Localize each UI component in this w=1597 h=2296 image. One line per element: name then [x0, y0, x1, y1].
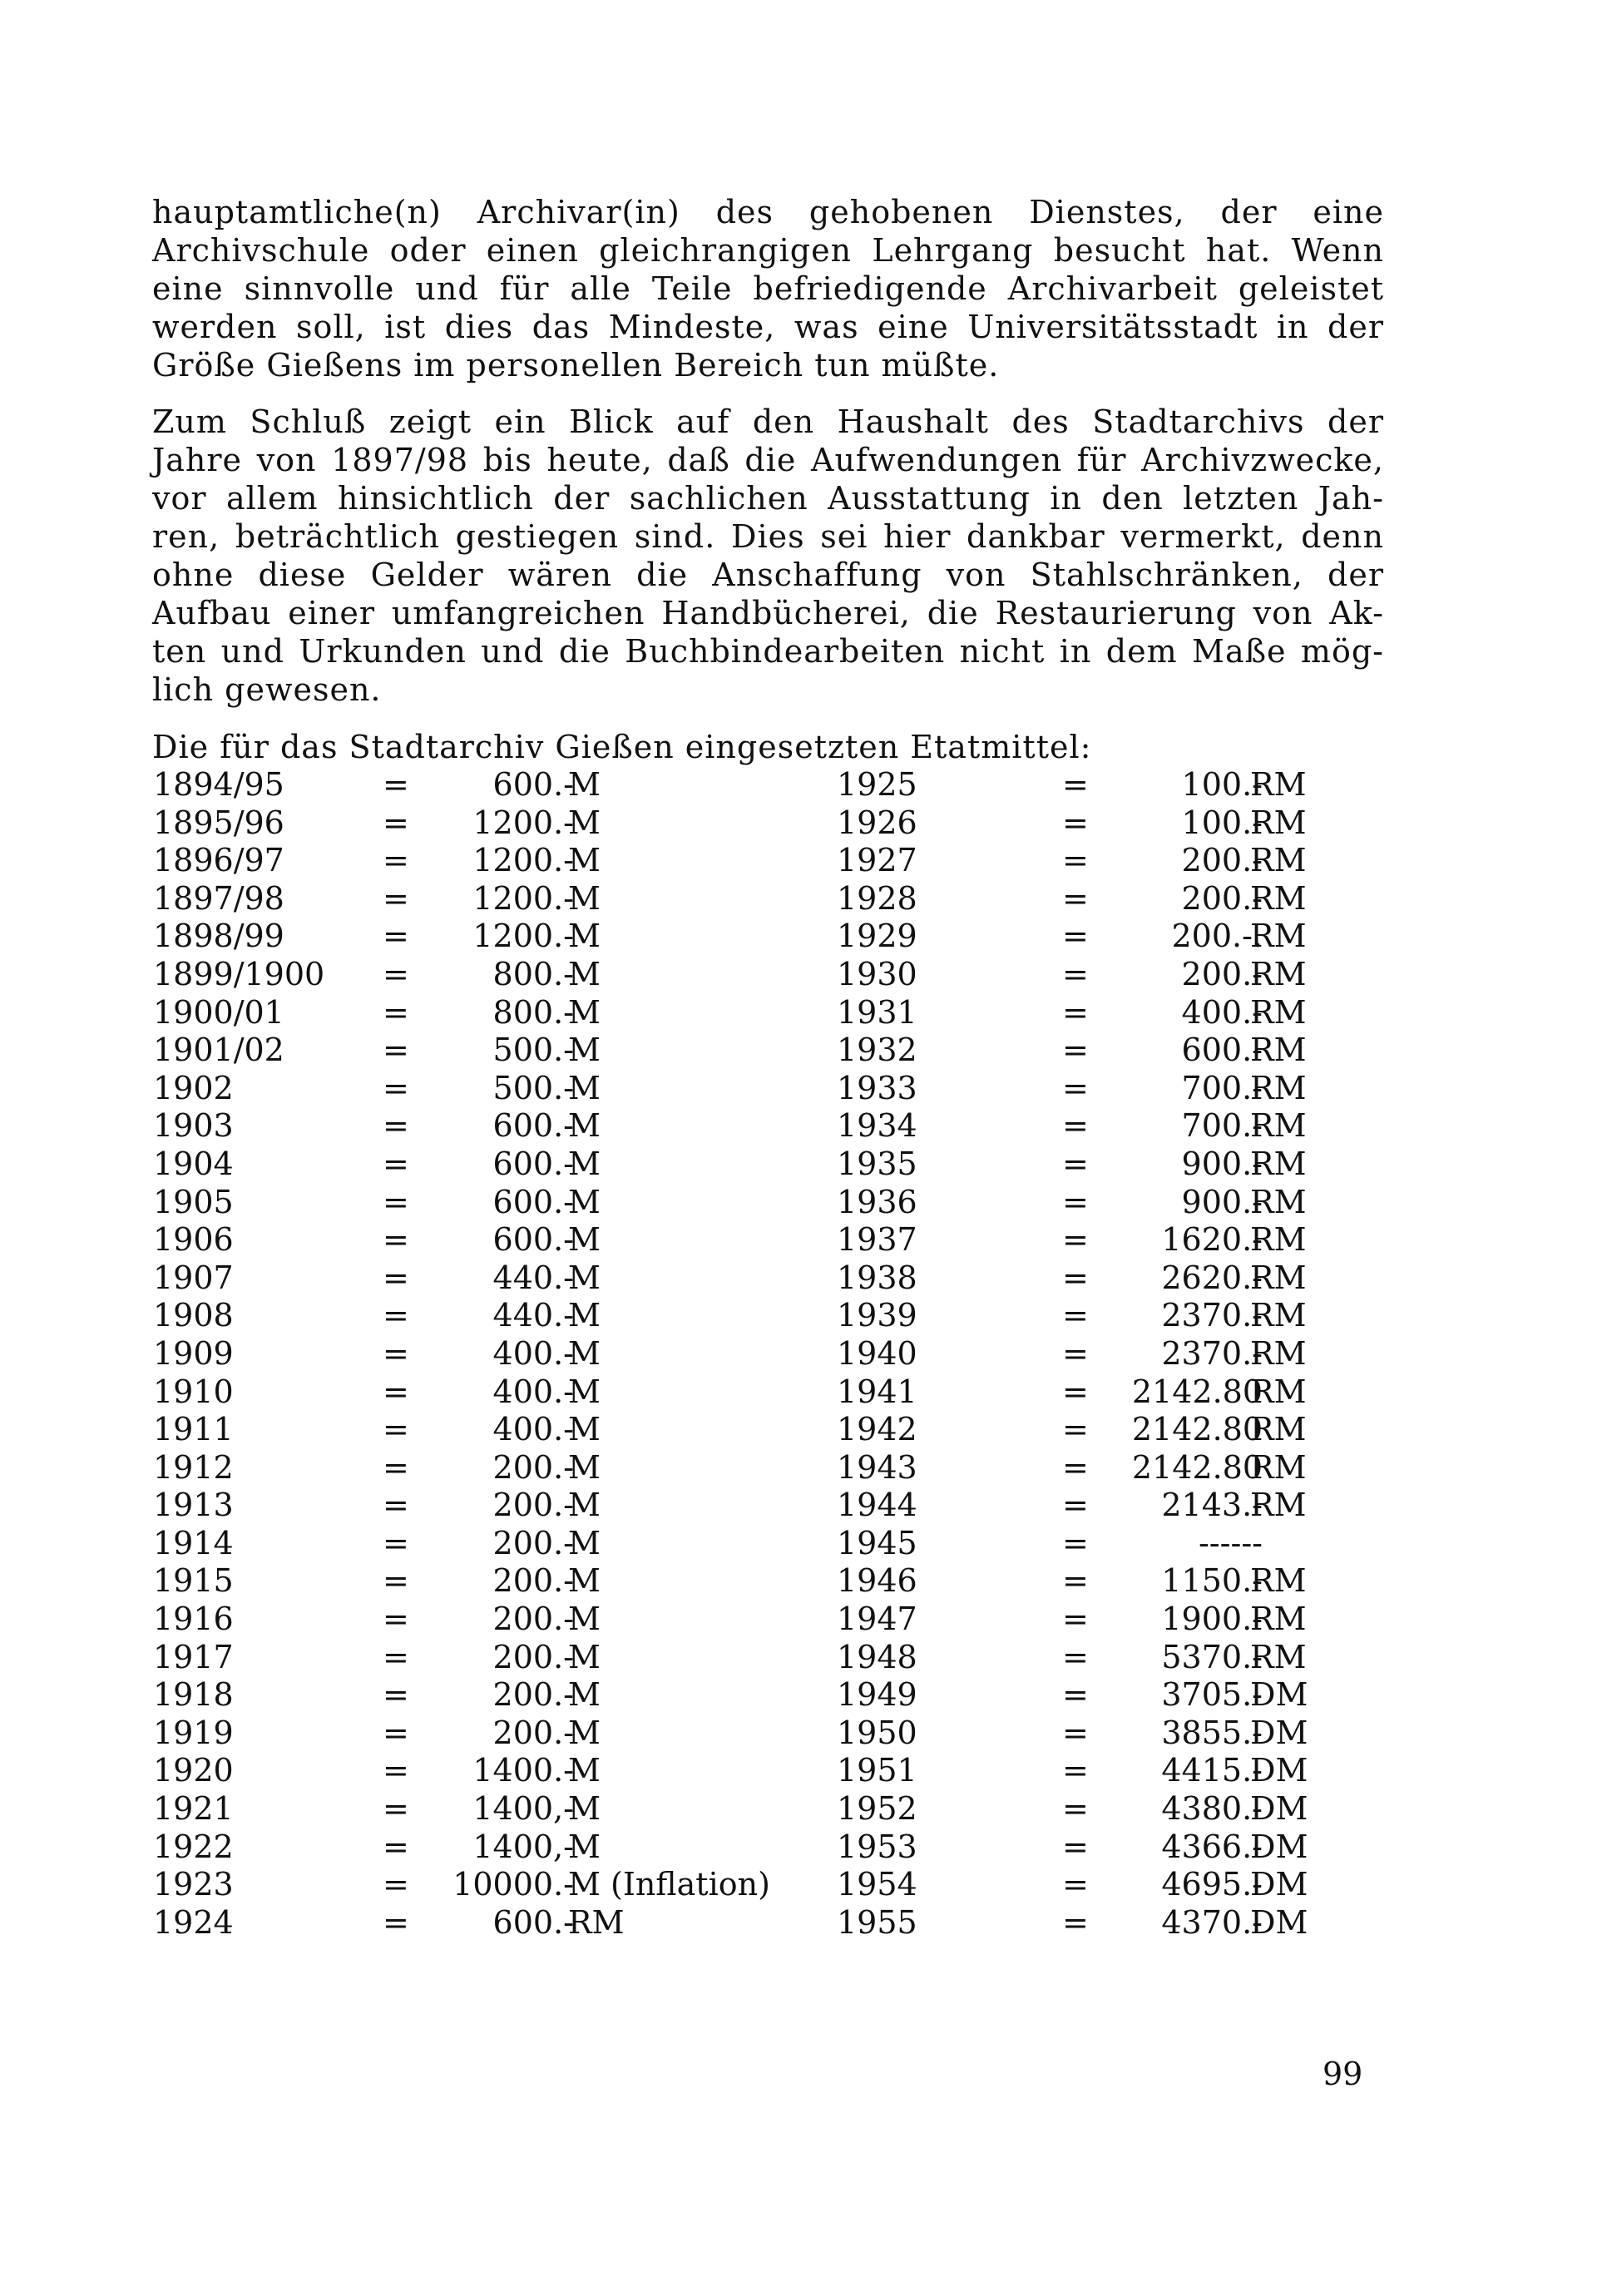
year-cell: 1894/95	[153, 766, 284, 803]
currency-cell: M	[568, 1752, 601, 1789]
currency-cell: M	[568, 842, 601, 879]
table-row	[0, 918, 1597, 956]
currency-cell: M	[568, 1601, 601, 1638]
amount-cell: 400.-	[1181, 993, 1263, 1031]
text-line: Archivschule oder einen gleichrangigen Lehrgang besucht hat. Wenn	[152, 232, 1384, 269]
equals-sign: =	[383, 1032, 409, 1069]
currency-cell: RM	[1250, 1601, 1307, 1638]
year-cell: 1953	[837, 1828, 917, 1865]
table-row	[0, 1904, 1597, 1942]
year-cell: 1905	[153, 1183, 234, 1220]
text-line: lich gewesen.	[152, 671, 382, 708]
text-line: vor allem hinsichtlich der sachlichen Ausstattung in den letzten Jah-	[152, 480, 1384, 517]
currency-cell: M	[568, 879, 601, 917]
year-cell: 1947	[837, 1601, 917, 1638]
equals-sign: =	[1062, 879, 1089, 917]
currency-cell: RM	[1250, 1259, 1307, 1296]
table-row	[0, 1639, 1597, 1677]
text-line: ten und Urkunden und die Buchbindearbeiten nicht in dem Maße mög-	[152, 633, 1384, 670]
text-line: ren, beträchtlich gestiegen sind. Dies sei hier dankbar vermerkt, denn	[152, 518, 1384, 555]
currency-cell: M	[568, 1373, 601, 1410]
amount-cell: 1620.-	[1161, 1221, 1263, 1259]
table-row	[0, 1601, 1597, 1639]
amount-cell: 200.-	[492, 1524, 574, 1561]
year-cell: 1926	[837, 804, 917, 841]
currency-cell: M	[568, 1524, 601, 1561]
text-line: werden soll, ist dies das Mindeste, was eine Universitätsstadt in der	[152, 309, 1384, 345]
amount-cell: 200.-	[492, 1714, 574, 1751]
text-line: Jahre von 1897/98 bis heute, daß die Aufwendungen für Archivzwecke,	[152, 442, 1384, 478]
equals-sign: =	[383, 1259, 409, 1296]
equals-sign: =	[383, 1562, 409, 1600]
text-line: Größe Gießens im personellen Bereich tun müßte.	[152, 347, 1000, 383]
year-cell: 1914	[153, 1524, 234, 1561]
currency-cell: DM	[1250, 1752, 1308, 1789]
amount-cell: 600.-	[492, 1221, 574, 1259]
amount-cell: 2370.-	[1161, 1297, 1263, 1334]
amount-cell: 600.-	[492, 766, 574, 803]
amount-cell: 200.-	[1181, 955, 1263, 992]
table-row	[0, 1752, 1597, 1790]
currency-cell: DM	[1250, 1676, 1308, 1714]
year-cell: 1900/01	[153, 993, 284, 1031]
table-row	[0, 1487, 1597, 1525]
equals-sign: =	[1062, 955, 1089, 992]
equals-sign: =	[383, 1297, 409, 1334]
amount-cell: 1400.-	[472, 1752, 574, 1789]
year-cell: 1922	[153, 1828, 234, 1865]
amount-cell: 800.-	[492, 955, 574, 992]
year-cell: 1955	[837, 1903, 917, 1941]
amount-cell: 1200.-	[472, 804, 574, 841]
year-cell: 1927	[837, 842, 917, 879]
equals-sign: =	[1062, 1259, 1089, 1296]
text-line: hauptamtliche(n) Archivar(in) des gehobenen Dienstes, der eine	[152, 194, 1384, 230]
currency-cell: RM	[1250, 1107, 1307, 1145]
currency-cell: M	[568, 1069, 601, 1106]
equals-sign: =	[1062, 1448, 1089, 1486]
equals-sign: =	[383, 1334, 409, 1372]
budget-table	[0, 766, 1597, 1942]
year-cell: 1950	[837, 1714, 917, 1751]
year-cell: 1910	[153, 1373, 234, 1410]
year-cell: 1931	[837, 993, 917, 1031]
equals-sign: =	[1062, 1562, 1089, 1600]
currency-cell: RM	[1250, 1183, 1307, 1220]
equals-sign: =	[1062, 1714, 1089, 1751]
amount-cell: 200.-	[492, 1448, 574, 1486]
amount-cell: 2620.-	[1161, 1259, 1263, 1296]
year-cell: 1904	[153, 1145, 234, 1182]
equals-sign: =	[1062, 1752, 1089, 1789]
amount-cell: 600.-	[1181, 1032, 1263, 1069]
table-row	[0, 994, 1597, 1032]
year-cell: 1912	[153, 1448, 234, 1486]
currency-cell: M	[568, 804, 601, 841]
amount-cell: 600.-	[492, 1145, 574, 1182]
equals-sign: =	[1062, 1069, 1089, 1106]
text-line: eine sinnvolle und für alle Teile befriedigende Archivarbeit geleistet	[152, 270, 1384, 307]
amount-cell: 600.-	[492, 1107, 574, 1145]
equals-sign: =	[1062, 804, 1089, 841]
equals-sign: =	[1062, 918, 1089, 955]
year-cell: 1939	[837, 1297, 917, 1334]
currency-cell: RM	[1250, 1032, 1307, 1069]
amount-cell: 440.-	[492, 1259, 574, 1296]
currency-cell: RM	[1250, 1487, 1307, 1524]
equals-sign: =	[1062, 1221, 1089, 1259]
table-row	[0, 1107, 1597, 1146]
equals-sign: =	[1062, 993, 1089, 1031]
year-cell: 1911	[153, 1411, 234, 1448]
currency-cell: M	[568, 1032, 601, 1069]
paragraph-archivist-requirement	[152, 193, 1384, 384]
year-cell: 1951	[837, 1752, 917, 1789]
equals-sign: =	[383, 1714, 409, 1751]
currency-cell: M	[568, 1183, 601, 1220]
amount-cell: 200.-	[1181, 842, 1263, 879]
amount-cell: 1200.-	[472, 918, 574, 955]
equals-sign: =	[383, 1487, 409, 1524]
currency-cell: DM	[1250, 1714, 1308, 1751]
year-cell: 1908	[153, 1297, 234, 1334]
equals-sign: =	[383, 1069, 409, 1106]
amount-cell: 900.-	[1181, 1145, 1263, 1182]
currency-cell: RM	[1250, 1411, 1307, 1448]
year-cell: 1934	[837, 1107, 917, 1145]
currency-cell: M	[568, 1828, 601, 1865]
equals-sign: =	[383, 1524, 409, 1561]
currency-cell: M	[568, 1676, 601, 1714]
year-cell: 1932	[837, 1032, 917, 1069]
amount-cell: ------	[1198, 1524, 1263, 1561]
equals-sign: =	[1062, 1032, 1089, 1069]
currency-cell: DM	[1250, 1790, 1308, 1828]
currency-cell: M	[568, 993, 601, 1031]
table-row	[0, 1373, 1597, 1412]
equals-sign: =	[1062, 842, 1089, 879]
year-cell: 1903	[153, 1107, 234, 1145]
year-cell: 1907	[153, 1259, 234, 1296]
table-row	[0, 1411, 1597, 1449]
year-cell: 1915	[153, 1562, 234, 1600]
currency-cell: M	[568, 918, 601, 955]
currency-cell: DM	[1250, 1903, 1308, 1941]
amount-cell: 500.-	[492, 1032, 574, 1069]
year-cell: 1937	[837, 1221, 917, 1259]
table-row	[0, 1146, 1597, 1184]
equals-sign: =	[1062, 1107, 1089, 1145]
currency-cell: M	[568, 1145, 601, 1182]
equals-sign: =	[1062, 1297, 1089, 1334]
table-row	[0, 1184, 1597, 1222]
year-cell: 1933	[837, 1069, 917, 1106]
amount-cell: 4366.-	[1161, 1828, 1263, 1865]
amount-cell: 700.-	[1181, 1107, 1263, 1145]
year-cell: 1913	[153, 1487, 234, 1524]
year-cell: 1954	[837, 1866, 917, 1903]
year-cell: 1938	[837, 1259, 917, 1296]
currency-cell: M	[568, 1638, 601, 1675]
equals-sign: =	[1062, 1601, 1089, 1638]
table-row	[0, 1297, 1597, 1335]
equals-sign: =	[1062, 1866, 1089, 1903]
year-cell: 1952	[837, 1790, 917, 1828]
amount-cell: 800.-	[492, 993, 574, 1031]
year-cell: 1941	[837, 1373, 917, 1410]
table-row	[0, 766, 1597, 804]
year-cell: 1925	[837, 766, 917, 803]
equals-sign: =	[1062, 1790, 1089, 1828]
table-row	[0, 1790, 1597, 1828]
amount-cell: 4380.-	[1161, 1790, 1263, 1828]
equals-sign: =	[383, 1183, 409, 1220]
amount-cell: 5370.-	[1161, 1638, 1263, 1675]
year-cell: 1930	[837, 955, 917, 992]
year-cell: 1936	[837, 1183, 917, 1220]
currency-cell: M	[568, 1487, 601, 1524]
amount-cell: 200.-.	[1171, 918, 1263, 955]
amount-cell: 1400,-	[472, 1790, 574, 1828]
equals-sign: =	[1062, 1676, 1089, 1714]
amount-cell: 600.-	[492, 1903, 574, 1941]
amount-cell: 400.-	[492, 1334, 574, 1372]
equals-sign: =	[383, 1752, 409, 1789]
equals-sign: =	[383, 1601, 409, 1638]
table-row	[0, 1335, 1597, 1373]
currency-cell: RM	[1250, 766, 1307, 803]
year-cell: 1906	[153, 1221, 234, 1259]
table-row	[0, 880, 1597, 918]
table-row	[0, 1525, 1597, 1563]
currency-cell: M	[568, 955, 601, 992]
year-cell: 1901/02	[153, 1032, 284, 1069]
table-row	[0, 1259, 1597, 1298]
currency-cell: RM	[1250, 842, 1307, 879]
amount-cell: 4695.-	[1161, 1866, 1263, 1903]
currency-cell: RM	[1250, 1145, 1307, 1182]
currency-cell: RM	[1250, 918, 1307, 955]
equals-sign: =	[1062, 766, 1089, 803]
currency-cell: M	[568, 1714, 601, 1751]
currency-cell: RM	[1250, 1334, 1307, 1372]
amount-cell: 1200.-	[472, 842, 574, 879]
equals-sign: =	[1062, 1828, 1089, 1865]
currency-cell: M	[568, 1411, 601, 1448]
equals-sign: =	[383, 879, 409, 917]
table-row	[0, 1032, 1597, 1070]
equals-sign: =	[1062, 1334, 1089, 1372]
amount-cell: 200.-	[492, 1487, 574, 1524]
year-cell: 1945	[837, 1524, 917, 1561]
currency-cell: RM	[1250, 879, 1307, 917]
text-line: Zum Schluß zeigt ein Blick auf den Haushalt des Stadtarchivs der	[152, 403, 1384, 440]
equals-sign: =	[1062, 1487, 1089, 1524]
table-row	[0, 1562, 1597, 1601]
year-cell: 1920	[153, 1752, 234, 1789]
equals-sign: =	[383, 993, 409, 1031]
amount-cell: 3705.-	[1161, 1676, 1263, 1714]
equals-sign: =	[383, 1676, 409, 1714]
year-cell: 1897/98	[153, 879, 284, 917]
text-line: ohne diese Gelder wären die Anschaffung von Stahlschränken, der	[152, 557, 1384, 593]
equals-sign: =	[1062, 1411, 1089, 1448]
amount-cell: 1200.-	[472, 879, 574, 917]
year-cell: 1902	[153, 1069, 234, 1106]
year-cell: 1929	[837, 918, 917, 955]
currency-cell: M	[568, 766, 601, 803]
table-row	[0, 1070, 1597, 1108]
equals-sign: =	[383, 1828, 409, 1865]
year-cell: 1928	[837, 879, 917, 917]
year-cell: 1940	[837, 1334, 917, 1372]
equals-sign: =	[1062, 1373, 1089, 1410]
currency-cell: RM	[1250, 1297, 1307, 1334]
currency-cell: M	[568, 1107, 601, 1145]
amount-cell: 200.-	[1181, 879, 1263, 917]
equals-sign: =	[1062, 1524, 1089, 1561]
amount-cell: 200.-	[492, 1638, 574, 1675]
amount-cell: 100.-	[1181, 804, 1263, 841]
amount-cell: 600.-	[492, 1183, 574, 1220]
amount-cell: 2370.-	[1161, 1334, 1263, 1372]
amount-cell: 100.-	[1181, 766, 1263, 803]
amount-cell: 2142.80	[1131, 1448, 1263, 1486]
year-cell: 1899/1900	[153, 955, 325, 992]
equals-sign: =	[383, 1411, 409, 1448]
equals-sign: =	[383, 1866, 409, 1903]
currency-cell: RM	[1250, 1069, 1307, 1106]
currency-cell: RM	[1250, 1221, 1307, 1259]
year-cell: 1896/97	[153, 842, 284, 879]
table-row	[0, 1866, 1597, 1904]
currency-cell: RM	[1250, 955, 1307, 992]
year-cell: 1916	[153, 1601, 234, 1638]
table-row	[0, 842, 1597, 880]
year-cell: 1943	[837, 1448, 917, 1486]
amount-cell: 900.-	[1181, 1183, 1263, 1220]
year-cell: 1898/99	[153, 918, 284, 955]
year-cell: 1949	[837, 1676, 917, 1714]
equals-sign: =	[383, 1903, 409, 1941]
year-cell: 1895/96	[153, 804, 284, 841]
currency-cell: RM	[1250, 993, 1307, 1031]
amount-cell: 2142.80	[1131, 1411, 1263, 1448]
currency-cell: M	[568, 1562, 601, 1600]
currency-cell: M	[568, 1297, 601, 1334]
equals-sign: =	[1062, 1638, 1089, 1675]
year-cell: 1919	[153, 1714, 234, 1751]
year-cell: 1944	[837, 1487, 917, 1524]
equals-sign: =	[383, 1221, 409, 1259]
equals-sign: =	[383, 955, 409, 992]
equals-sign: =	[383, 1107, 409, 1145]
amount-cell: 1900.-	[1161, 1601, 1263, 1638]
amount-cell: 2142.80	[1131, 1373, 1263, 1410]
text-line: Aufbau einer umfangreichen Handbücherei, die Restaurierung von Ak-	[152, 595, 1384, 631]
currency-cell: M	[568, 1334, 601, 1372]
amount-cell: 400.-	[492, 1411, 574, 1448]
equals-sign: =	[383, 918, 409, 955]
currency-cell: RM	[1250, 1373, 1307, 1410]
year-cell: 1917	[153, 1638, 234, 1675]
currency-cell: M	[568, 1448, 601, 1486]
table-row	[0, 1715, 1597, 1753]
table-row	[0, 1828, 1597, 1867]
amount-cell: 1150.-	[1161, 1562, 1263, 1600]
equals-sign: =	[383, 1448, 409, 1486]
currency-cell: DM	[1250, 1866, 1308, 1903]
year-cell: 1921	[153, 1790, 234, 1828]
year-cell: 1909	[153, 1334, 234, 1372]
year-cell: 1924	[153, 1903, 234, 1941]
equals-sign: =	[383, 842, 409, 879]
currency-cell: RM	[568, 1903, 625, 1941]
currency-cell: RM	[1250, 1638, 1307, 1675]
year-cell: 1918	[153, 1676, 234, 1714]
table-row	[0, 956, 1597, 994]
equals-sign: =	[383, 1790, 409, 1828]
currency-cell: M (Inflation)	[568, 1866, 770, 1903]
equals-sign: =	[383, 804, 409, 841]
equals-sign: =	[383, 1638, 409, 1675]
currency-cell: RM	[1250, 804, 1307, 841]
currency-cell: M	[568, 1790, 601, 1828]
amount-cell: 2143.-	[1161, 1487, 1263, 1524]
equals-sign: =	[383, 1373, 409, 1410]
currency-cell: DM	[1250, 1828, 1308, 1865]
amount-cell: 400.-	[492, 1373, 574, 1410]
table-row	[0, 1221, 1597, 1259]
year-cell: 1942	[837, 1411, 917, 1448]
amount-cell: 1400,-	[472, 1828, 574, 1865]
currency-cell: M	[568, 1221, 601, 1259]
amount-cell: 200.-	[492, 1601, 574, 1638]
amount-cell: 440.-	[492, 1297, 574, 1334]
amount-cell: 4370.-	[1161, 1903, 1263, 1941]
amount-cell: 200.-	[492, 1562, 574, 1600]
equals-sign: =	[383, 766, 409, 803]
currency-cell: M	[568, 1259, 601, 1296]
equals-sign: =	[1062, 1903, 1089, 1941]
currency-cell: RM	[1250, 1448, 1307, 1486]
equals-sign: =	[1062, 1183, 1089, 1220]
year-cell: 1923	[153, 1866, 234, 1903]
amount-cell: 3855.-	[1161, 1714, 1263, 1751]
page-number: 99	[1323, 2056, 1363, 2092]
year-cell: 1946	[837, 1562, 917, 1600]
year-cell: 1935	[837, 1145, 917, 1182]
equals-sign: =	[383, 1145, 409, 1182]
amount-cell: 500.-	[492, 1069, 574, 1106]
amount-cell: 4415.-	[1161, 1752, 1263, 1789]
amount-cell: 700.-	[1181, 1069, 1263, 1106]
table-row	[0, 804, 1597, 843]
amount-cell: 10000.-	[452, 1866, 574, 1903]
table-caption: Die für das Stadtarchiv Gießen eingesetzten Etatmittel:	[152, 729, 1092, 765]
table-row	[0, 1676, 1597, 1715]
equals-sign: =	[1062, 1145, 1089, 1182]
paragraph-budget-summary	[152, 403, 1384, 709]
currency-cell: RM	[1250, 1562, 1307, 1600]
table-row	[0, 1449, 1597, 1487]
year-cell: 1948	[837, 1638, 917, 1675]
amount-cell: 200.-	[492, 1676, 574, 1714]
